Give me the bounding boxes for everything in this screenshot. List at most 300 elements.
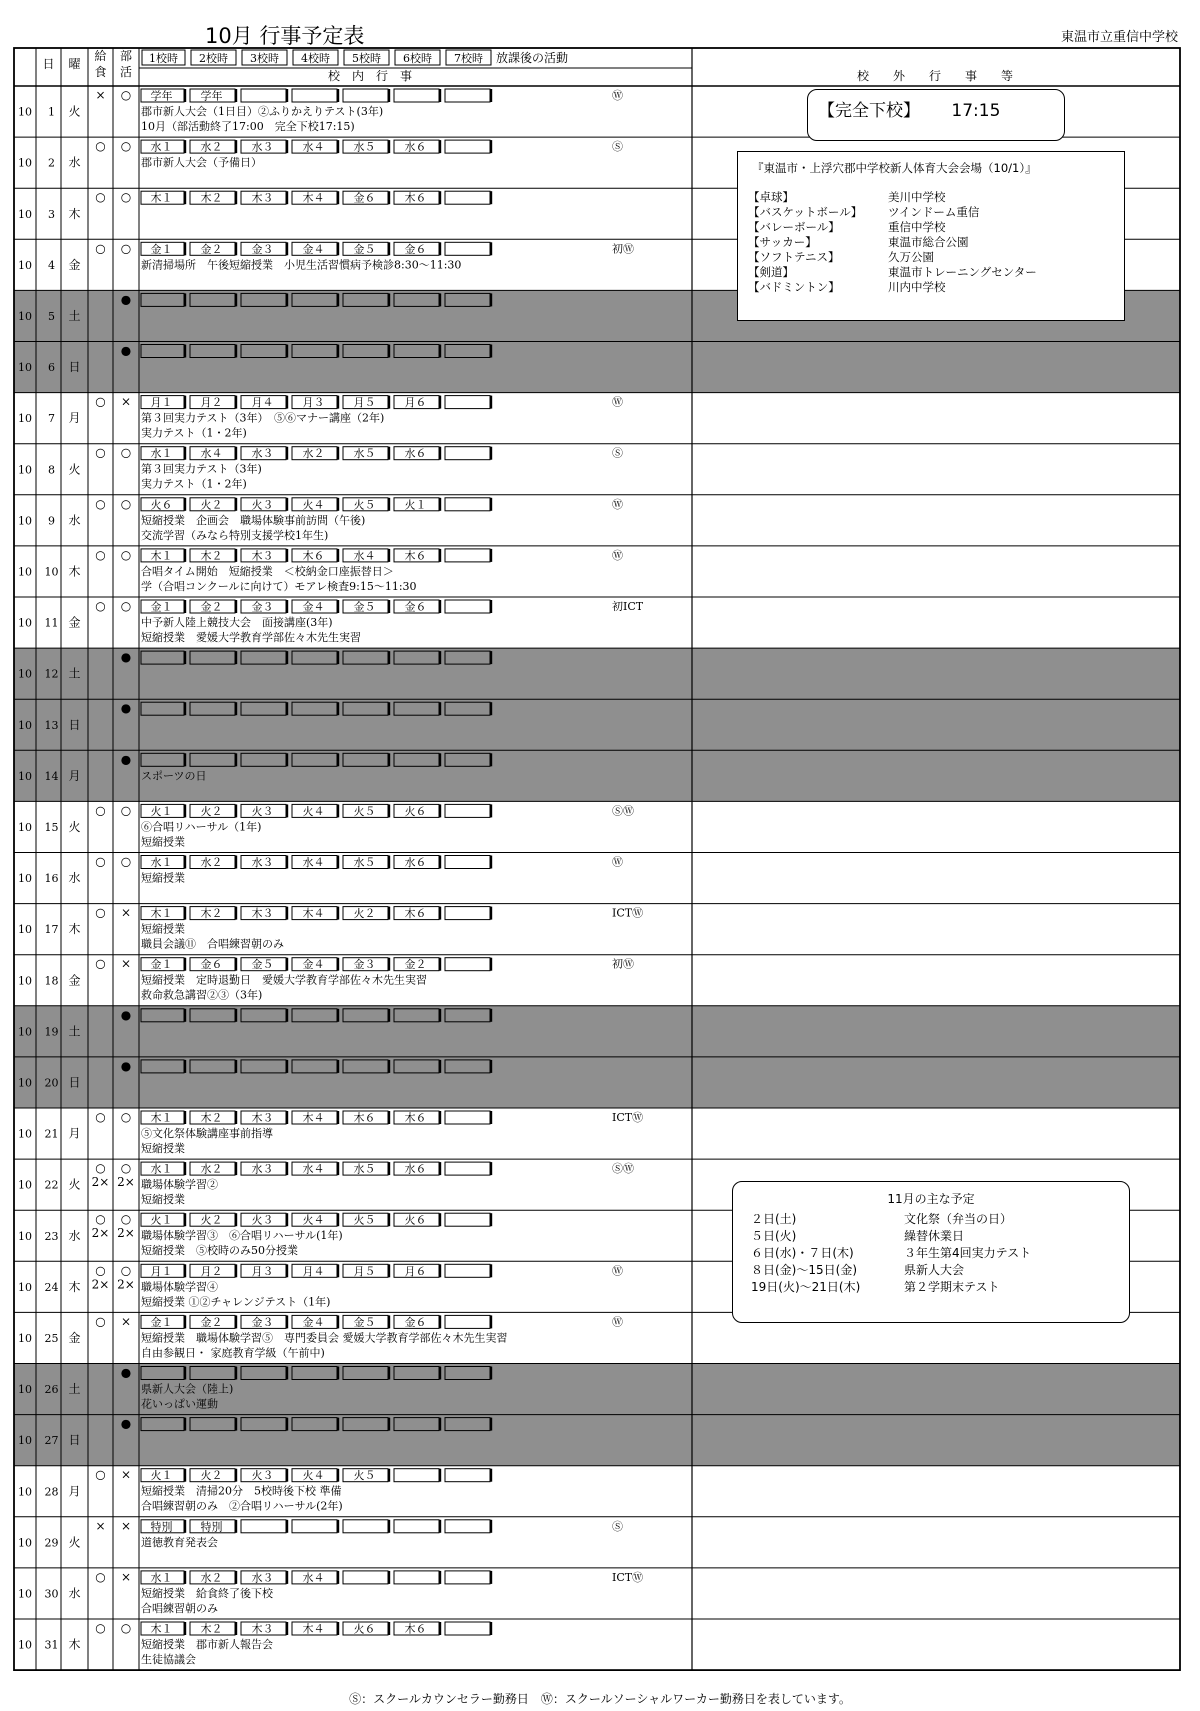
period-box [445,447,490,460]
weekday-cell: 木 [68,564,81,579]
period-cell: 金４ [302,600,325,614]
lunch-cell: ○ [95,1110,106,1124]
inside-event: 合唱タイム開始 短縮授業 ＜校納金口座振替日＞ [141,564,394,578]
inside-event: 郡市新人大会（1日目）②ふりかえりテスト(3年) [141,105,384,118]
period-cell: 木３ [251,1622,274,1636]
venue-sport: 【剣道】 [748,265,794,279]
month-cell: 10 [18,1127,32,1141]
inside-event: 生徒協議会 [141,1653,196,1666]
period-box [445,1264,490,1277]
period-cell: 火５ [353,498,376,512]
period-box [241,1520,286,1533]
period-box [445,1622,490,1635]
weekday-cell: 火 [68,462,81,477]
venue-row [748,280,1114,295]
period-cell: 特別 [200,1520,223,1534]
lunch-cell: ○ [95,496,106,511]
period-cell: 水４ [302,140,325,154]
venue-list [748,190,1114,295]
month-cell: 10 [18,1536,32,1550]
period-cell: 金１ [150,242,173,256]
inside-event: 短縮授業 給食終了後下校 [141,1586,273,1600]
period-box [445,804,490,817]
period-cell: 木２ [200,1111,223,1125]
period-cell: 金２ [404,958,427,972]
club-cell: ○ [120,599,132,613]
period-cell: 火３ [251,498,274,512]
day-cell: 8 [48,463,55,477]
period-cell: 木３ [251,1111,274,1125]
period-cell: 金４ [302,242,325,256]
lunch-cell: ○ [95,190,106,205]
header-period: 3校時 [250,52,279,65]
day-cell: 16 [44,872,59,886]
period-cell: 金６ [404,242,427,256]
lunch-cell: 2× [91,1226,110,1241]
weekday-cell: 日 [68,1075,81,1090]
weekday-cell: 火 [68,819,81,834]
day-cell: 21 [44,1127,59,1141]
header-period: 1校時 [149,52,178,65]
period-cell: 木２ [200,907,223,921]
lunch-cell: ○ [95,1569,106,1584]
club-cell: × [120,1314,132,1329]
period-box [394,1520,439,1533]
lunch-cell: ○ [95,1467,106,1482]
period-cell: 火４ [302,498,325,512]
venue-place: 重信中学校 [888,220,946,234]
period-cell: 木６ [404,549,427,563]
period-cell: 木１ [150,1622,173,1636]
month-cell: 10 [18,463,32,477]
inside-event: 職場体験学習④ [141,1280,218,1294]
period-box [445,1315,490,1328]
month-cell: 10 [18,207,32,221]
november-row [743,1211,1119,1228]
weekday-cell: 月 [68,411,81,426]
november-date: ２日(土) [751,1212,797,1226]
period-box [343,1571,388,1584]
month-cell: 10 [18,718,32,732]
month-cell: 10 [18,1280,32,1294]
november-date: 19日(火)～21日(木) [751,1280,861,1294]
inside-event: 職場体験学習③ ⑥合唱リハーサル(1年) [141,1229,343,1243]
day-cell: 1 [48,105,55,119]
month-cell: 10 [18,923,32,937]
day-cell: 31 [44,1638,59,1652]
period-cell: 水１ [150,140,173,154]
inside-event: ⑥合唱リハーサル（1年) [141,820,262,834]
club-cell: ● [120,343,132,358]
day-cell: 27 [44,1434,59,1448]
inside-event: 短縮授業 郡市新人報告会 [141,1638,273,1651]
period-box [445,549,490,562]
period-cell: 特別 [150,1520,173,1534]
staff-mark: Ⓦ [612,1264,623,1278]
school-name: 東温市立重信中学校 [1060,30,1178,45]
lunch-cell: × [95,88,106,102]
holiday-row-shade [14,699,1180,750]
lunch-cell: ○ [95,956,106,971]
period-cell: 木１ [150,191,173,205]
period-cell: 水３ [251,447,274,461]
header-outside: 校 外 行 事 等 [856,69,1014,83]
period-box [445,498,490,511]
weekday-cell: 木 [68,1279,81,1294]
period-cell: 火３ [251,1213,274,1227]
staff-mark: Ⓦ [612,89,623,102]
inside-event: 短縮授業 清掃20分 5校時後下校 準備 [141,1484,342,1498]
day-cell: 11 [44,616,59,630]
period-cell: 金５ [353,242,376,256]
period-cell: 金３ [251,242,274,256]
inside-event: 合唱練習朝のみ ②合唱リハーサル(2年) [141,1499,343,1513]
lunch-cell: ○ [95,1314,106,1329]
november-row [743,1262,1119,1279]
period-cell: 水２ [302,447,325,461]
staff-mark: ICTⓌ [612,906,644,920]
period-box [445,1111,490,1124]
weekday-cell: 日 [68,1433,81,1448]
header-day: 日 [42,57,55,71]
inside-event: 新清掃場所 午後短縮授業 小児生活習慣病予検診8:30～11:30 [141,258,462,272]
period-box [445,856,490,869]
venue-sport: 【ソフトテニス】 [748,250,840,264]
period-box [343,89,388,102]
holiday-row-shade [14,1415,1180,1466]
club-cell: × [120,1467,132,1482]
period-cell: 木３ [251,907,274,921]
period-cell: 火５ [353,1213,376,1227]
november-box [732,1181,1130,1323]
club-cell: ● [120,292,132,307]
inside-event: 学（合唱コンクールに向けて）モアレ検査9:15～11:30 [141,579,417,593]
venue-sport: 【バスケットボール】 [748,205,863,219]
staff-mark: Ⓢ [612,1519,623,1533]
venue-sport: 【サッカー】 [748,235,817,249]
period-cell: 火２ [200,1469,223,1483]
club-cell: ○ [120,241,132,256]
period-cell: 木１ [150,549,173,563]
club-cell: ○ [120,1212,132,1227]
lunch-cell: ○ [95,1212,106,1227]
period-cell: 火４ [302,1213,325,1227]
period-cell: 火１ [150,1213,173,1227]
period-cell: 水４ [302,856,325,869]
inside-event: 短縮授業 [141,1193,185,1207]
month-cell: 10 [18,565,32,579]
club-cell: ○ [120,496,132,511]
month-cell: 10 [18,1638,32,1652]
period-cell: 水２ [200,140,223,154]
november-row [743,1279,1119,1296]
period-cell: 水５ [353,140,376,154]
club-cell: ○ [120,854,132,869]
period-cell: 水４ [353,549,376,563]
period-cell: 火６ [404,1213,427,1227]
header-weekday: 曜 [68,57,81,71]
month-cell: 10 [18,1076,32,1090]
dismissal-box [807,89,1065,141]
header-period: 4校時 [301,52,330,65]
holiday-row-shade [14,1057,1180,1108]
inside-event: 交流学習（みなら特別支援学校1年生) [141,528,329,542]
november-row [743,1245,1119,1262]
lunch-cell: ○ [95,1621,106,1635]
month-cell: 10 [18,1434,32,1448]
inside-event: 合唱練習朝のみ [141,1601,218,1615]
club-cell: 2× [117,1226,135,1241]
weekday-cell: 土 [68,666,81,681]
header-lunch: 食 [94,65,107,79]
period-cell: 水２ [200,1162,223,1176]
period-cell: 金４ [302,1315,325,1329]
day-cell: 2 [48,156,55,170]
november-event: 県新人大会 [904,1263,965,1277]
inside-event: 郡市新人大会（予備日） [141,156,262,170]
weekday-cell: 土 [68,1024,81,1039]
inside-event: 短縮授業 ⑤校時のみ50分授業 [141,1244,298,1258]
venue-place: 川内中学校 [888,280,946,294]
november-list [743,1211,1119,1296]
period-box [394,1571,439,1584]
period-cell: 水４ [302,1162,325,1176]
venue-row [748,205,1114,220]
weekday-cell: 火 [68,1177,81,1192]
venue-sport: 【バレーボール】 [748,220,840,234]
period-cell: 木４ [302,191,325,205]
period-cell: 木６ [404,1622,427,1636]
period-box [394,1469,439,1482]
venue-row [748,265,1114,280]
period-cell: 水６ [404,856,427,869]
lunch-cell: ○ [95,803,106,818]
weekday-cell: 金 [68,615,81,630]
inside-event: 短縮授業 [141,1142,185,1155]
period-cell: 木４ [302,1111,325,1125]
period-box [445,1162,490,1175]
month-cell: 10 [18,1025,32,1039]
period-box [445,242,490,255]
period-cell: 水４ [302,1571,325,1585]
period-box [445,1213,490,1226]
month-cell: 10 [18,105,32,119]
period-box [292,89,337,102]
period-cell: 金５ [353,1315,376,1329]
period-cell: 水５ [353,856,376,869]
period-box [445,1520,490,1533]
weekday-cell: 水 [68,1228,81,1243]
staff-mark: 初Ⓦ [612,957,634,971]
inside-event: スポーツの日 [141,769,207,783]
venue-place: 久万公園 [888,250,934,264]
month-cell: 10 [18,1485,32,1499]
inside-event: 短縮授業 企画会 職場体験事前訪問（午後) [141,513,366,527]
weekday-cell: 火 [68,104,81,119]
period-cell: 木４ [302,1622,325,1636]
period-cell: 火４ [302,1469,325,1483]
period-cell: 水３ [251,1571,274,1585]
header-club: 部 [119,49,133,63]
legend-footer: Ⓢ：スクールカウンセラー勤務日 Ⓦ：スクールソーシャルワーカー勤務日を表しています。 [349,1692,851,1706]
inside-event: 短縮授業 愛媛大学教育学部佐々木先生実習 [141,631,361,644]
period-cell: 金３ [251,1315,274,1329]
period-cell: 水１ [150,856,173,869]
club-cell: ● [120,752,132,767]
venue-place: 東温市トレーニングセンター [888,265,1037,279]
period-cell: 月６ [404,1264,427,1278]
lunch-cell: × [95,1518,106,1533]
weekday-cell: 水 [68,1586,81,1601]
month-cell: 10 [18,667,32,681]
period-cell: 学年 [150,89,173,103]
day-cell: 6 [48,361,55,375]
period-cell: 木４ [302,907,325,921]
staff-mark: ICTⓌ [612,1111,644,1124]
day-cell: 9 [48,514,55,528]
period-cell: 金２ [200,242,223,256]
day-cell: 14 [44,769,59,783]
header-club: 活 [119,65,133,79]
period-cell: 木６ [404,191,427,205]
header-period: 7校時 [454,52,483,65]
staff-mark: Ⓦ [612,855,623,869]
day-cell: 25 [44,1331,59,1345]
venue-row [748,250,1114,265]
inside-event: 中予新人陸上競技大会 面接講座(3年) [141,616,333,629]
inside-event: 花いっぱい運動 [141,1397,218,1411]
month-cell: 10 [18,1331,32,1345]
lunch-cell: 2× [91,1277,110,1292]
weekday-cell: 水 [68,871,81,886]
period-cell: 木６ [404,907,427,921]
club-cell: ● [120,650,132,665]
weekday-cell: 月 [68,1126,81,1141]
venue-place: 美川中学校 [888,190,946,204]
period-box [343,1520,388,1533]
staff-mark: Ⓦ [612,1315,623,1329]
month-cell: 10 [18,820,32,834]
period-cell: 水６ [404,447,427,461]
period-cell: 学年 [200,89,223,103]
lunch-cell: ○ [95,547,106,562]
period-cell: 金５ [251,958,274,972]
period-cell: 木３ [251,549,274,563]
venue-row [748,220,1114,235]
weekday-cell: 月 [68,768,81,783]
period-cell: 水２ [200,856,223,869]
inside-event: 10月（部活動終了17:00 完全下校17:15) [141,120,355,133]
period-cell: 木６ [404,1111,427,1125]
staff-mark: Ⓦ [612,395,623,409]
period-cell: 水５ [353,447,376,461]
inside-event: 実力テスト（1・2年) [141,426,247,440]
period-cell: 金３ [251,600,274,614]
period-cell: 金６ [200,958,223,972]
day-cell: 4 [48,258,55,272]
day-cell: 20 [44,1076,59,1090]
venue-sport: 【バドミントン】 [748,280,840,294]
period-cell: 水６ [404,140,427,154]
period-cell: 火６ [353,1622,376,1636]
inside-event: 短縮授業 [141,871,185,885]
staff-mark: ⓈⓌ [612,804,634,818]
month-cell: 10 [18,1178,32,1192]
period-cell: 金１ [150,600,173,614]
period-cell: 金３ [353,958,376,972]
month-cell: 10 [18,412,32,426]
weekday-cell: 木 [68,1637,81,1652]
period-cell: 金１ [150,1315,173,1329]
period-cell: 金２ [200,600,223,614]
day-cell: 7 [48,412,55,426]
period-cell: 火５ [353,804,376,818]
day-cell: 13 [44,718,59,732]
club-cell: × [120,394,132,409]
inside-event: 県新人大会（陸上) [141,1382,234,1396]
month-cell: 10 [18,309,32,323]
staff-mark: 初ICT [612,600,644,613]
staff-mark: Ⓢ [612,140,623,154]
inside-event: 実力テスト（1・2年) [141,477,247,491]
period-cell: 火２ [200,498,223,512]
period-box [445,140,490,153]
day-cell: 29 [44,1536,59,1550]
period-cell: 水５ [353,1162,376,1176]
staff-mark: ICTⓌ [612,1570,644,1584]
day-cell: 12 [44,667,59,681]
day-cell: 18 [44,974,59,988]
period-cell: 火１ [150,1469,173,1483]
period-cell: 金６ [404,600,427,614]
period-box [445,1469,490,1482]
period-cell: 水６ [404,1162,427,1176]
month-cell: 10 [18,156,32,170]
period-cell: 木１ [150,1111,173,1125]
weekday-cell: 月 [68,1484,81,1499]
period-cell: 水３ [251,1162,274,1176]
period-box [445,89,490,102]
period-cell: 金４ [302,958,325,972]
weekday-cell: 木 [68,922,81,937]
club-cell: ● [120,1365,132,1380]
venue-place: ツインドーム重信 [888,205,980,219]
period-cell: 火２ [200,804,223,818]
month-cell: 10 [18,769,32,783]
period-cell: 木６ [353,1111,376,1125]
staff-mark: Ⓢ [612,446,623,460]
dismissal-label: 【完全下校】 [818,101,920,121]
staff-mark: ⓈⓌ [612,1162,634,1176]
club-cell: ● [120,1007,132,1022]
period-cell: 火２ [200,1213,223,1227]
club-cell: × [120,956,132,971]
day-cell: 3 [48,207,55,221]
lunch-cell: ○ [95,1263,106,1278]
period-cell: 火６ [404,804,427,818]
month-cell: 10 [18,872,32,886]
weekday-cell: 金 [68,257,81,272]
holiday-row-shade [14,342,1180,393]
day-cell: 22 [44,1178,59,1192]
period-cell: 月５ [353,396,376,410]
period-cell: 水１ [150,447,173,461]
inside-event: 救命救急講習②③（3年) [141,988,263,1002]
inside-event: 短縮授業 定時退勤日 愛媛大学教育学部佐々木先生実習 [141,973,427,987]
day-cell: 24 [44,1280,59,1294]
november-event: 繰替休業日 [904,1229,965,1243]
period-cell: 月４ [302,1264,325,1278]
